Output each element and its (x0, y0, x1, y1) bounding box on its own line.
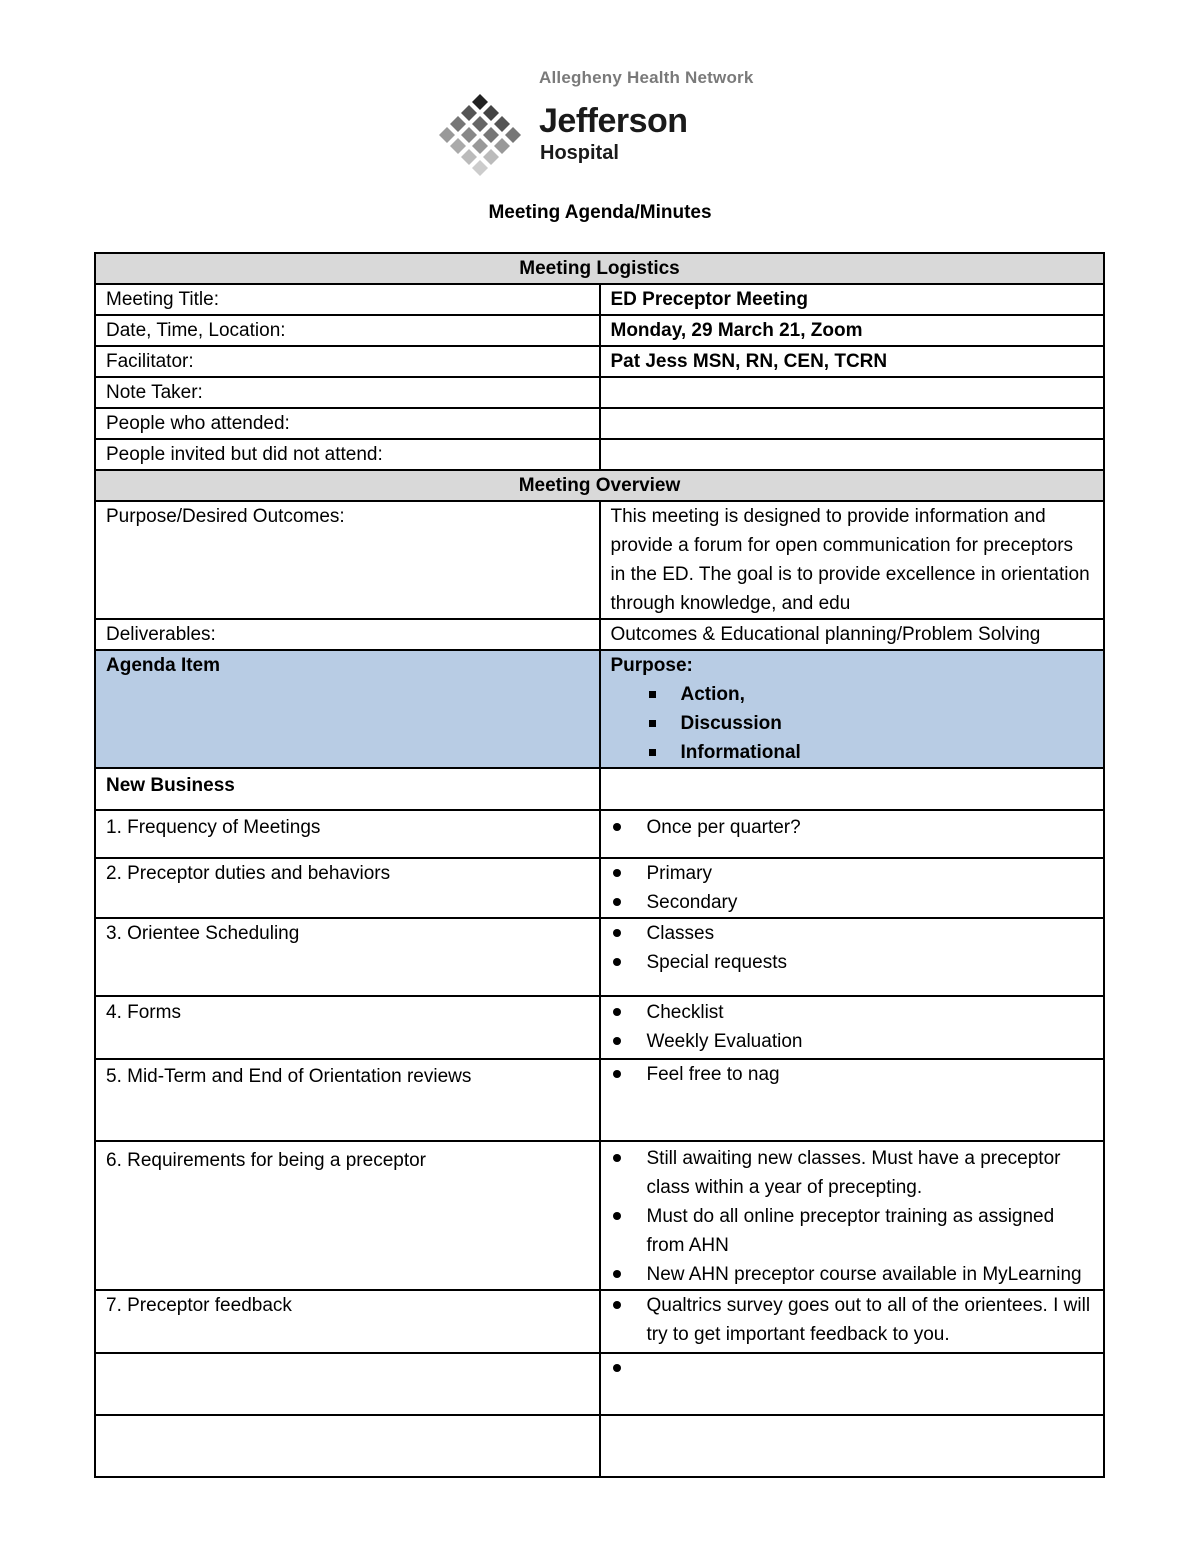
table-row (95, 918, 1104, 996)
list-item: Primary (611, 859, 1094, 888)
meeting-title-value: ED Preceptor Meeting (600, 284, 1105, 315)
agenda-item-notes (600, 1141, 1105, 1290)
table-row (95, 768, 1104, 810)
agenda-item-title: 6. Requirements for being a preceptor (95, 1141, 600, 1290)
agenda-item-title: 5. Mid-Term and End of Orientation reviews (95, 1059, 600, 1141)
overview-header: Meeting Overview (95, 470, 1104, 501)
note-taker-value (600, 377, 1105, 408)
agenda-item-title: 1. Frequency of Meetings (95, 810, 600, 858)
table-row (95, 1353, 1104, 1415)
agenda-item-notes (600, 858, 1105, 918)
table-row (95, 810, 1104, 858)
logo-network-name: Allegheny Health Network (539, 68, 754, 87)
table-row (95, 619, 1104, 650)
agenda-item-title: 2. Preceptor duties and behaviors (95, 858, 600, 918)
agenda-item-notes (600, 810, 1105, 858)
logo-hospital-name: Jefferson (539, 102, 688, 140)
list-item: Once per quarter? (611, 813, 1094, 842)
list-item: Classes (611, 919, 1094, 948)
list-item: Informational (647, 738, 1094, 767)
purpose-list (611, 680, 1094, 767)
list-item: Must do all online preceptor training as assigned from AHN (611, 1202, 1094, 1260)
list-item: Action, (647, 680, 1094, 709)
purpose-cell (600, 650, 1105, 768)
list-item: New AHN preceptor course available in MyLearning (611, 1260, 1094, 1289)
facilitator-value: Pat Jess MSN, RN, CEN, TCRN (600, 346, 1105, 377)
not-attended-label: People invited but did not attend: (95, 439, 600, 470)
new-business-value (600, 768, 1105, 810)
table-row (95, 377, 1104, 408)
agenda-item-notes (600, 996, 1105, 1059)
facilitator-label: Facilitator: (95, 346, 600, 377)
document-title: Meeting Agenda/Minutes (488, 202, 712, 223)
agenda-item-notes (600, 1290, 1105, 1353)
not-attended-value (600, 439, 1105, 470)
list-item: Weekly Evaluation (611, 1027, 1094, 1056)
table-row (95, 315, 1104, 346)
list-item: Still awaiting new classes. Must have a preceptor class within a year of precepting. (611, 1144, 1094, 1202)
new-business-label: New Business (95, 768, 600, 810)
table-row (95, 408, 1104, 439)
list-item: Special requests (611, 948, 1094, 977)
table-row (95, 1415, 1104, 1477)
agenda-item-notes (600, 918, 1105, 996)
table-row (95, 346, 1104, 377)
logistics-header: Meeting Logistics (95, 253, 1104, 284)
empty-cell (600, 1415, 1105, 1477)
empty-cell (95, 1353, 600, 1415)
attended-value (600, 408, 1105, 439)
logo-hospital-sub: Hospital (540, 142, 619, 164)
deliverables-label: Deliverables: (95, 619, 600, 650)
date-time-location-label: Date, Time, Location: (95, 315, 600, 346)
table-row (95, 1141, 1104, 1290)
list-item: Discussion (647, 709, 1094, 738)
section-row-overview (95, 470, 1104, 501)
agenda-table (94, 252, 1105, 1478)
agenda-item-title: 7. Preceptor feedback (95, 1290, 600, 1353)
table-row (95, 858, 1104, 918)
jefferson-hospital-logo (436, 66, 776, 181)
note-taker-label: Note Taker: (95, 377, 600, 408)
list-item: Secondary (611, 888, 1094, 917)
diamond-grid-icon (436, 92, 526, 176)
agenda-item-label: Agenda Item (95, 650, 600, 768)
table-row (95, 1290, 1104, 1353)
agenda-item-title: 4. Forms (95, 996, 600, 1059)
empty-cell (95, 1415, 600, 1477)
table-row (95, 501, 1104, 619)
agenda-item-title: 3. Orientee Scheduling (95, 918, 600, 996)
agenda-header-row (95, 650, 1104, 768)
list-item: Checklist (611, 998, 1094, 1027)
purpose-value: This meeting is designed to provide information and provide a forum for open communication for preceptors in the ED. The goal is to provide excellence in orientation through knowledge, and edu (600, 501, 1105, 619)
purpose-label: Purpose/Desired Outcomes: (95, 501, 600, 619)
empty-bullet-cell (600, 1353, 1105, 1415)
meeting-title-label: Meeting Title: (95, 284, 600, 315)
table-row (95, 996, 1104, 1059)
date-time-location-value: Monday, 29 March 21, Zoom (600, 315, 1105, 346)
list-item: Feel free to nag (611, 1060, 1094, 1089)
agenda-item-notes (600, 1059, 1105, 1141)
table-row (95, 439, 1104, 470)
table-row (95, 1059, 1104, 1141)
deliverables-value: Outcomes & Educational planning/Problem Solving (600, 619, 1105, 650)
table-row (95, 284, 1104, 315)
section-row-logistics (95, 253, 1104, 284)
purpose-heading: Purpose: (610, 655, 693, 676)
list-item: Qualtrics survey goes out to all of the orientees. I will try to get important feedback to you. (611, 1291, 1094, 1349)
attended-label: People who attended: (95, 408, 600, 439)
